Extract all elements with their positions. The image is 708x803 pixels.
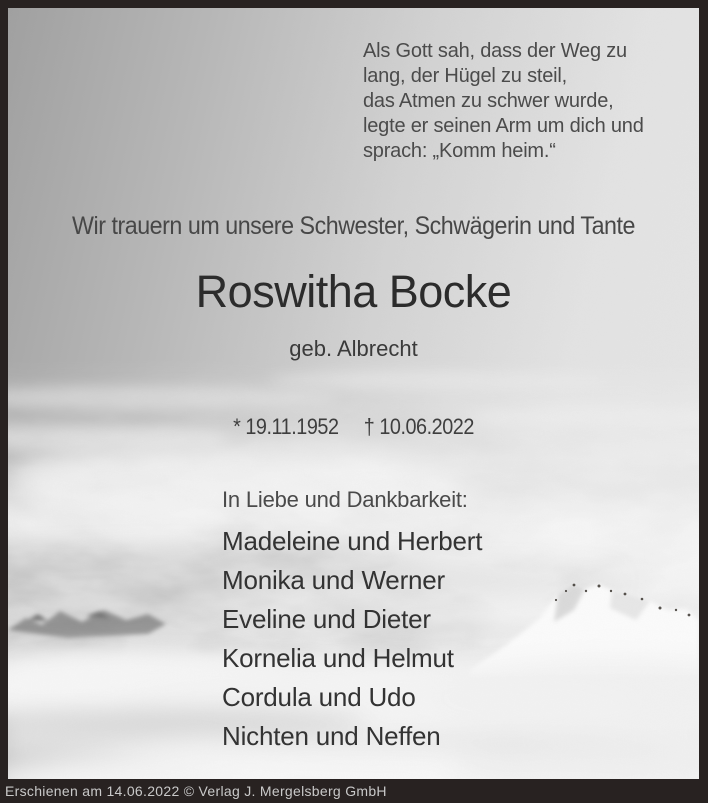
deceased-name: Roswitha Bocke: [195, 266, 512, 317]
cloud-sky-photo: [8, 8, 699, 779]
mourner-line: Kornelia und Helmut: [222, 643, 454, 673]
mourners-block: [222, 485, 482, 756]
poem-line: das Atmen zu schwer wurde,: [363, 90, 614, 112]
poem-line: Als Gott sah, dass der Weg zu: [363, 40, 627, 62]
poem-line: legte er seinen Arm um dich und: [363, 115, 644, 137]
life-dates: [43, 414, 665, 440]
mourner-line: Nichten und Neffen: [222, 721, 441, 751]
poem-line: sprach: „Komm heim.“: [363, 140, 556, 162]
mourner-line: Eveline und Dieter: [222, 604, 431, 634]
closing-line: In Liebe und Dankbarkeit:: [222, 487, 468, 512]
poem: [363, 39, 644, 164]
mourner-line: Cordula und Udo: [222, 682, 416, 712]
publisher-imprint: Erschienen am 14.06.2022 © Verlag J. Mergelsberg GmbH: [5, 783, 387, 799]
mourning-intro-line: Wir trauern um unsere Schwester, Schwägerin und Tante: [72, 212, 635, 240]
maiden-name: geb. Albrecht: [289, 336, 418, 361]
death-date: † 10.06.2022: [363, 414, 474, 439]
mourner-line: Madeleine und Herbert: [222, 526, 483, 556]
poem-line: lang, der Hügel zu steil,: [363, 65, 568, 87]
mourner-line: Monika und Werner: [222, 565, 446, 595]
birth-date: * 19.11.1952: [233, 414, 339, 439]
